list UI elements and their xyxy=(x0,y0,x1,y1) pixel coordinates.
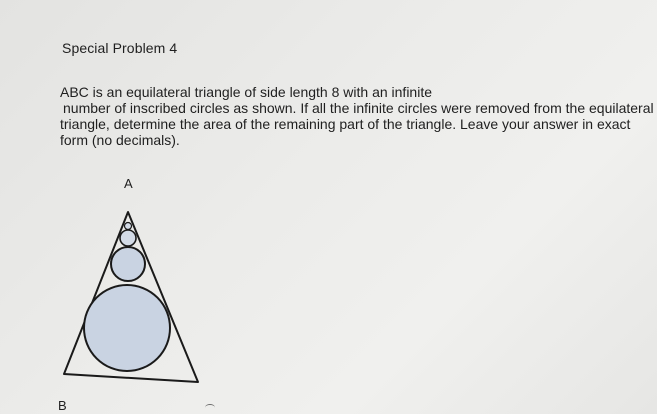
inscribed-circle-medium xyxy=(111,247,145,281)
inscribed-circle-large xyxy=(84,285,170,371)
vertex-label-a: A xyxy=(124,176,133,191)
vertex-label-b: B xyxy=(58,398,67,413)
partial-vertex-mark xyxy=(205,404,215,411)
problem-title: Special Problem 4 xyxy=(62,40,178,56)
inscribed-circle-tiny xyxy=(125,223,132,230)
triangle-figure xyxy=(40,200,220,400)
problem-statement xyxy=(60,84,654,148)
statement-line-3: triangle, determine the area of the remaining part of the triangle. Leave your answer in exact xyxy=(60,116,631,132)
statement-line-4: form (no decimals). xyxy=(60,132,180,148)
statement-line-1: ABC is an equilateral triangle of side length 8 with an infinite xyxy=(60,84,432,100)
inscribed-circle-small xyxy=(120,230,136,246)
statement-line-2: number of inscribed circles as shown. If all the infinite circles were removed from the equilateral xyxy=(63,100,654,116)
